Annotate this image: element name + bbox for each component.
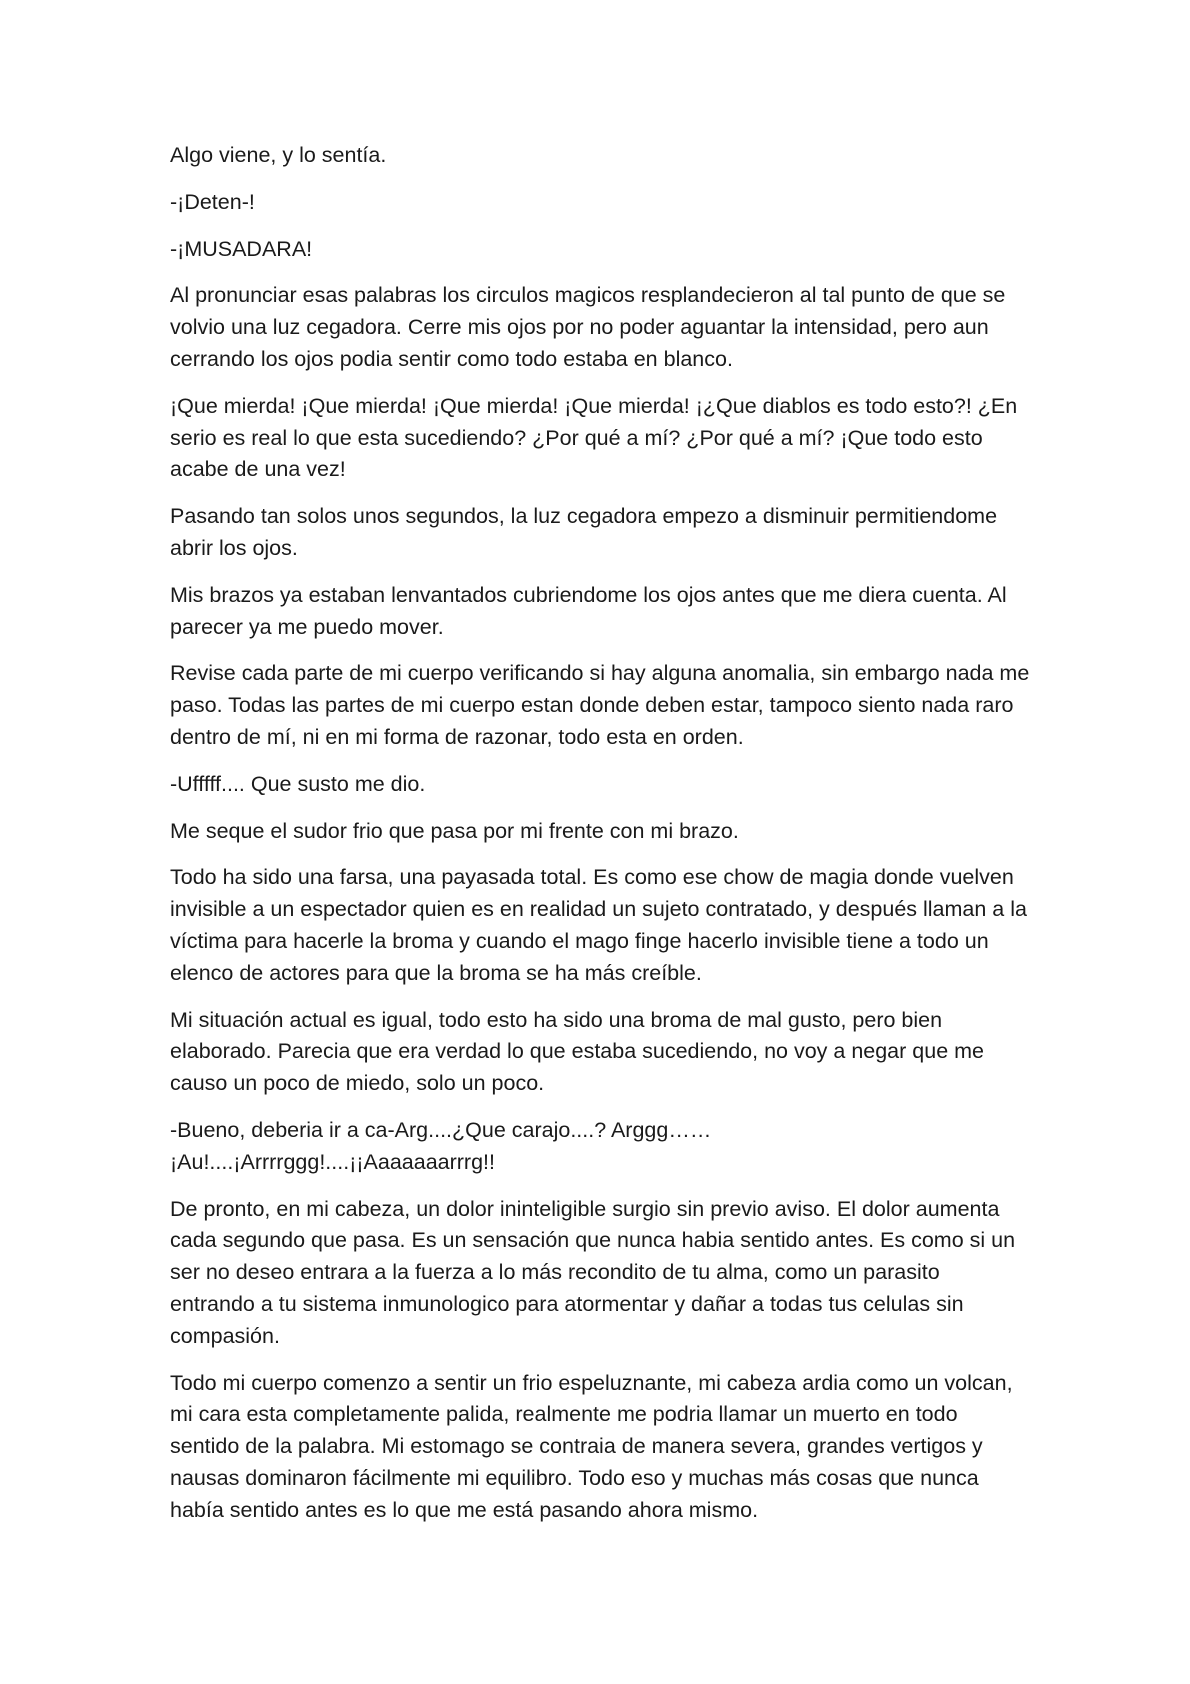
paragraph-14: De pronto, en mi cabeza, un dolor ininteligible surgio sin previo aviso. El dolor aumenta cada segundo que pasa. Es un sensación que nunca habia sentido antes. Es como si un ser no deseo entrara a la fuerza a lo más recondito de tu alma, como un parasito entrando a tu sistema inmunologico para atormentar y dañar a todas tus celulas sin compasión.: [170, 1196, 1016, 1348]
paragraph-1: Algo viene, y lo sentía.: [170, 143, 387, 167]
paragraph-5: ¡Que mierda! ¡Que mierda! ¡Que mierda! ¡Que mierda! ¡¿Que diablos es todo esto?! ¿En serio es real lo que esta sucediendo? ¿Por qué a mí? ¿Por qué a mí? ¡Que todo esto acabe de una vez!: [170, 393, 1018, 482]
paragraph-6: Pasando tan solos unos segundos, la luz cegadora empezo a disminuir permitiendome abrir los ojos.: [170, 504, 998, 560]
paragraph-13: -Bueno, deberia ir a ca-Arg....¿Que carajo....? Arggg…… ¡Au!....¡Arrrrggg!....¡¡Aaaaaaarrrg!!: [170, 1117, 712, 1174]
paragraph-12: Mi situación actual es igual, todo esto ha sido una broma de mal gusto, pero bien elaborado. Parecia que era verdad lo que estaba sucediendo, no voy a negar que me causo un poco de miedo, solo un poco.: [170, 1007, 984, 1096]
paragraph-2: -¡Deten-!: [170, 189, 255, 214]
text-body: [170, 140, 1030, 1541]
paragraph-11: Todo ha sido una farsa, una payasada total. Es como ese chow de magia donde vuelven invisible a un espectador quien es en realidad un sujeto contratado, y después llaman a la víctima para hacerle la broma y cuando el mago finge hacerlo invisible tiene a todo un elenco de actores para que la broma se ha más creíble.: [170, 865, 1027, 985]
paragraph-9: -Ufffff.... Que susto me dio.: [170, 771, 426, 796]
paragraph-7: Mis brazos ya estaban lenvantados cubriendome los ojos antes que me diera cuenta. Al parecer ya me puedo mover.: [170, 582, 1007, 639]
paragraph-4: Al pronunciar esas palabras los circulos magicos resplandecieron al tal punto de que se volvio una luz cegadora. Cerre mis ojos por no poder aguantar la intensidad, pero aun cerrando los ojos podia sentir como todo estaba en blanco.: [170, 283, 1006, 371]
paragraph-3: -¡MUSADARA!: [170, 236, 313, 261]
paragraph-8: Revise cada parte de mi cuerpo verificando si hay alguna anomalia, sin embargo nada me paso. Todas las partes de mi cuerpo estan donde deben estar, tampoco siento nada raro dentro de mí, ni en mi forma de razonar, todo esta en orden.: [170, 661, 1030, 749]
paragraph-10: Me seque el sudor frio que pasa por mi frente con mi brazo.: [170, 818, 739, 843]
paragraph-15: Todo mi cuerpo comenzo a sentir un frio espeluznante, mi cabeza ardia como un volcan, mi cara esta completamente palida, realmente me podria llamar un muerto en todo sentido de la palabra. Mi estomago se contraia de manera severa, grandes vertigos y nausas dominaron fácilmente mi equilibro. Todo eso y muchas más cosas que nunca había sentido antes es lo que me está pasando ahora mismo.: [170, 1370, 1013, 1522]
